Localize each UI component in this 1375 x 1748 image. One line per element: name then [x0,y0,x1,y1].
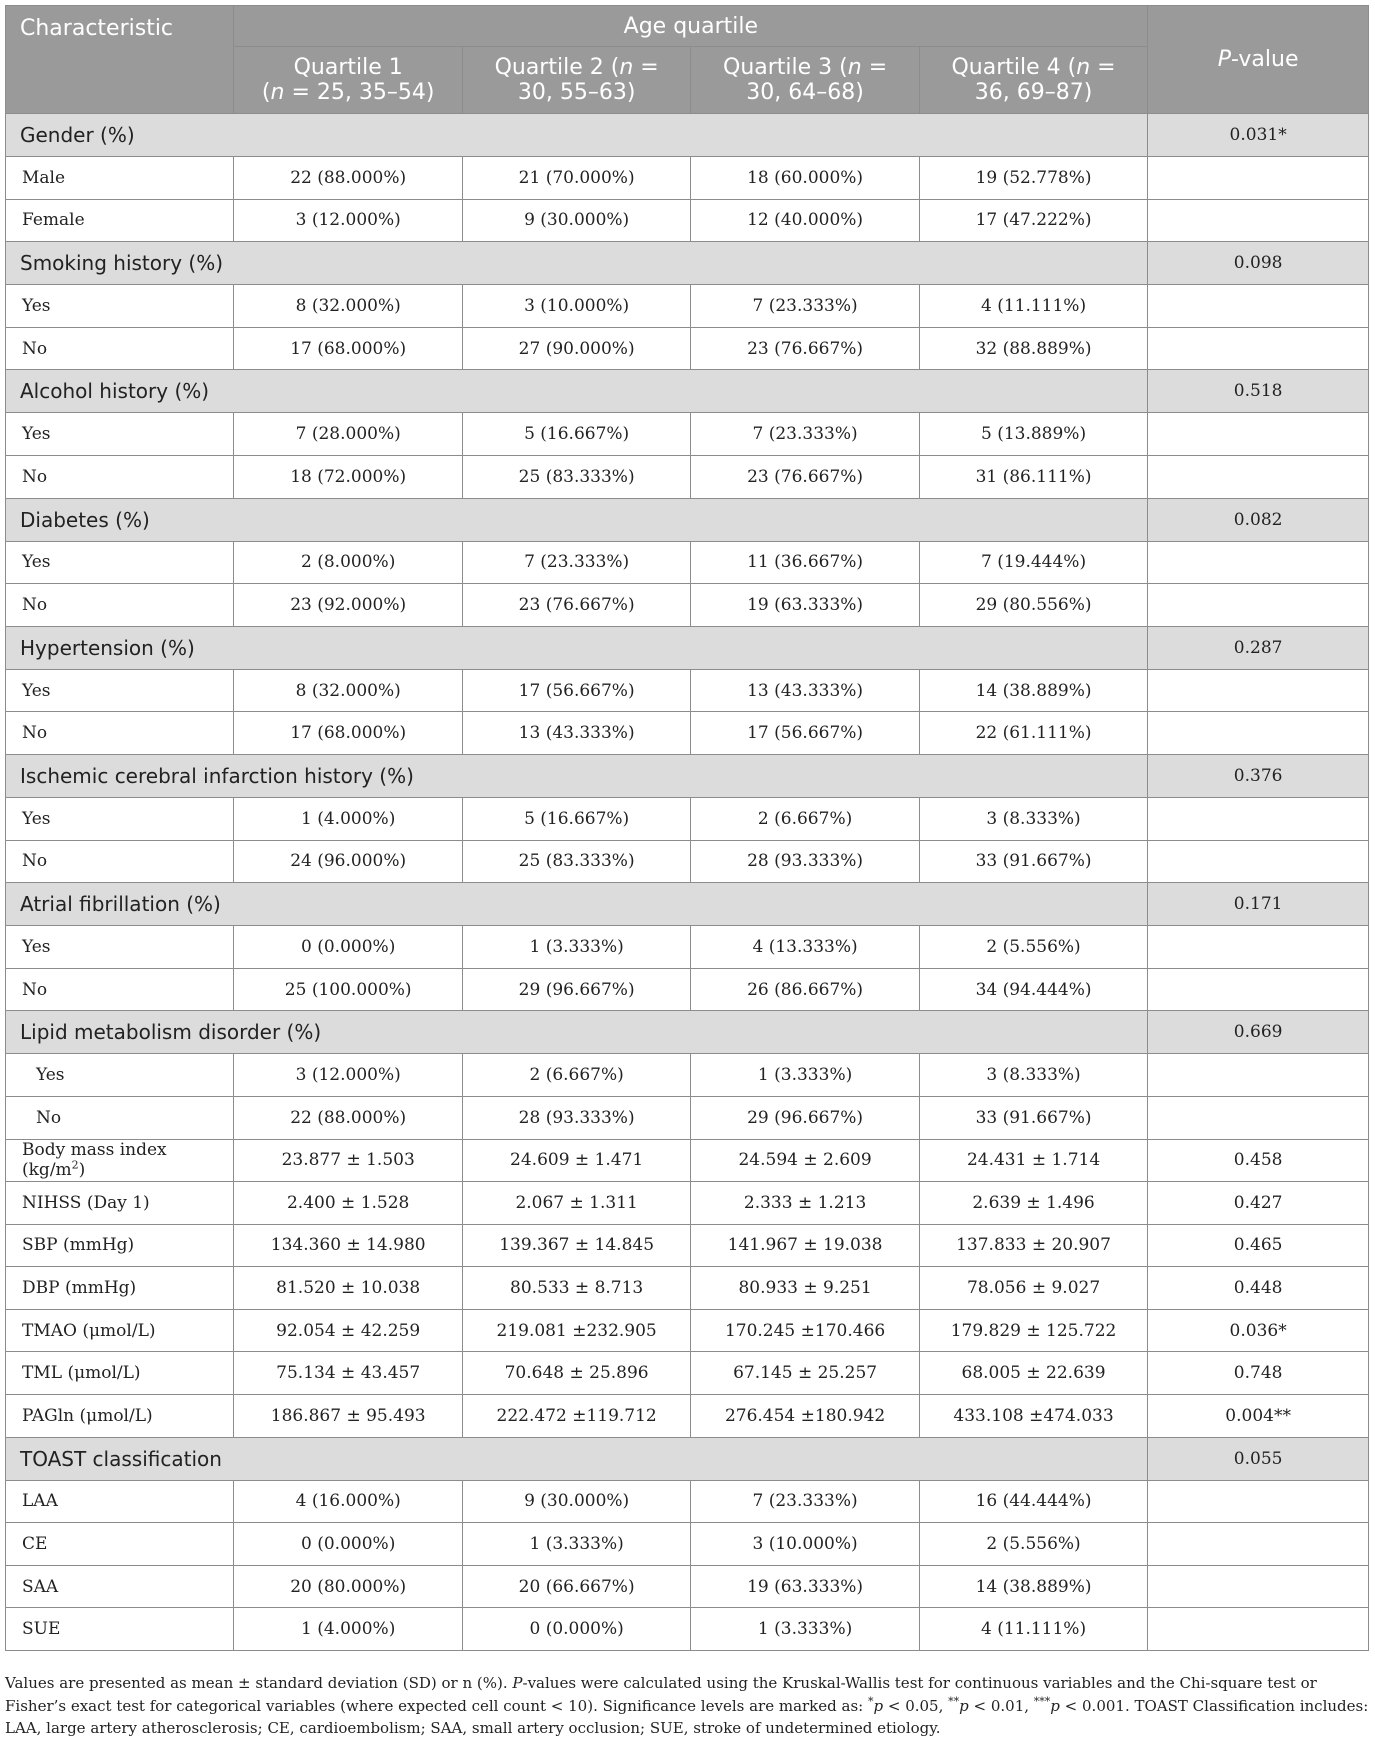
table-row [6,1182,1369,1225]
table-row [6,968,1369,1011]
cell-quartile-1: 1 (4.000%) [234,797,462,840]
cell-quartile-2: 1 (3.333%) [462,1523,690,1566]
cell-quartile-4: 33 (91.667%) [919,840,1147,883]
row-label: SUE [6,1608,234,1651]
cell-p-value: 0.427 [1148,1182,1369,1225]
cell-quartile-4: 17 (47.222%) [919,199,1147,242]
cell-p-value [1148,1565,1369,1608]
cell-p-value [1148,455,1369,498]
cell-quartile-4: 137.833 ± 20.907 [919,1224,1147,1267]
table-row [6,327,1369,370]
cell-quartile-3: 2.333 ± 1.213 [691,1182,919,1225]
cell-quartile-4: 4 (11.111%) [919,285,1147,328]
cell-quartile-1: 17 (68.000%) [234,327,462,370]
row-label: Yes [6,1054,234,1097]
cell-quartile-3: 7 (23.333%) [691,285,919,328]
section-p-value: 0.171 [1148,883,1369,926]
cell-quartile-3: 19 (63.333%) [691,584,919,627]
row-label: No [6,712,234,755]
cell-quartile-2: 23 (76.667%) [462,584,690,627]
cell-quartile-3: 67.145 ± 25.257 [691,1352,919,1395]
table-row [6,1608,1369,1651]
cell-quartile-3: 7 (23.333%) [691,1480,919,1523]
cell-quartile-4: 2.639 ± 1.496 [919,1182,1147,1225]
cell-quartile-2: 5 (16.667%) [462,413,690,456]
cell-quartile-3: 19 (63.333%) [691,1565,919,1608]
cell-quartile-1: 22 (88.000%) [234,1096,462,1139]
cell-quartile-1: 23.877 ± 1.503 [234,1139,462,1182]
row-label: TMAO (μmol/L) [6,1309,234,1352]
cell-quartile-1: 24 (96.000%) [234,840,462,883]
row-label: CE [6,1523,234,1566]
row-label: No [6,584,234,627]
cell-quartile-1: 0 (0.000%) [234,926,462,969]
row-label: SAA [6,1565,234,1608]
cell-quartile-2: 80.533 ± 8.713 [462,1267,690,1310]
section-p-value: 0.098 [1148,242,1369,285]
cell-quartile-2: 70.648 ± 25.896 [462,1352,690,1395]
header-quartile-1: Quartile 1 (n = 25, 35–54) [234,47,462,114]
table-row [6,157,1369,200]
cell-quartile-4: 19 (52.778%) [919,157,1147,200]
cell-quartile-2: 28 (93.333%) [462,1096,690,1139]
cell-quartile-4: 14 (38.889%) [919,669,1147,712]
table-row [6,797,1369,840]
cell-quartile-3: 80.933 ± 9.251 [691,1267,919,1310]
cell-quartile-1: 7 (28.000%) [234,413,462,456]
cell-quartile-3: 141.967 ± 19.038 [691,1224,919,1267]
cell-p-value: 0.748 [1148,1352,1369,1395]
cell-quartile-1: 20 (80.000%) [234,1565,462,1608]
header-p-value: P-value [1148,6,1369,114]
row-label: Yes [6,541,234,584]
cell-quartile-1: 81.520 ± 10.038 [234,1267,462,1310]
cell-quartile-3: 28 (93.333%) [691,840,919,883]
cell-quartile-4: 31 (86.111%) [919,455,1147,498]
section-label: Diabetes (%) [6,498,1148,541]
cell-quartile-1: 2.400 ± 1.528 [234,1182,462,1225]
section-header-row [6,1437,1369,1480]
section-header-row [6,626,1369,669]
table-row [6,455,1369,498]
cell-quartile-1: 0 (0.000%) [234,1523,462,1566]
table-row [6,541,1369,584]
section-label: Alcohol history (%) [6,370,1148,413]
section-header-row [6,242,1369,285]
table-row [6,1480,1369,1523]
section-header-row [6,1011,1369,1054]
table-row [6,712,1369,755]
cell-p-value [1148,669,1369,712]
row-label: No [6,327,234,370]
cell-quartile-1: 18 (72.000%) [234,455,462,498]
table-row [6,1054,1369,1097]
header-quartile-4: Quartile 4 (n = 36, 69–87) [919,47,1147,114]
cell-quartile-3: 276.454 ±180.942 [691,1395,919,1438]
table-row [6,1395,1369,1438]
cell-p-value [1148,157,1369,200]
cell-quartile-3: 24.594 ± 2.609 [691,1139,919,1182]
cell-quartile-1: 92.054 ± 42.259 [234,1309,462,1352]
cell-quartile-1: 17 (68.000%) [234,712,462,755]
table-row [6,840,1369,883]
baseline-characteristics-table [5,5,1369,1651]
section-header-row [6,754,1369,797]
cell-p-value [1148,285,1369,328]
table-row [6,669,1369,712]
row-label: Yes [6,669,234,712]
section-header-row [6,883,1369,926]
cell-quartile-4: 433.108 ±474.033 [919,1395,1147,1438]
row-label: Body mass index $(kg/m^2)$ [6,1139,234,1182]
section-p-value: 0.287 [1148,626,1369,669]
section-p-value: 0.669 [1148,1011,1369,1054]
cell-quartile-2: 29 (96.667%) [462,968,690,1011]
row-label: LAA [6,1480,234,1523]
section-p-value: 0.376 [1148,754,1369,797]
cell-quartile-2: 0 (0.000%) [462,1608,690,1651]
table-row [6,199,1369,242]
cell-p-value: 0.036* [1148,1309,1369,1352]
cell-quartile-1: 3 (12.000%) [234,1054,462,1097]
table-row [6,413,1369,456]
table-row [6,1224,1369,1267]
row-label: Male [6,157,234,200]
cell-p-value: 0.004** [1148,1395,1369,1438]
cell-p-value [1148,1054,1369,1097]
cell-quartile-2: 1 (3.333%) [462,926,690,969]
section-label: Smoking history (%) [6,242,1148,285]
cell-quartile-3: 23 (76.667%) [691,455,919,498]
cell-quartile-3: 13 (43.333%) [691,669,919,712]
section-p-value: 0.031* [1148,114,1369,157]
cell-p-value [1148,541,1369,584]
cell-quartile-3: 2 (6.667%) [691,797,919,840]
cell-quartile-4: 14 (38.889%) [919,1565,1147,1608]
row-label: Yes [6,285,234,328]
cell-quartile-2: 9 (30.000%) [462,1480,690,1523]
header-quartile-2: Quartile 2 (n = 30, 55–63) [462,47,690,114]
row-label: PAGln (μmol/L) [6,1395,234,1438]
table-body [6,114,1369,1651]
cell-p-value [1148,1096,1369,1139]
table-row [6,1565,1369,1608]
cell-quartile-4: 22 (61.111%) [919,712,1147,755]
cell-quartile-2: 2 (6.667%) [462,1054,690,1097]
table-row [6,1309,1369,1352]
row-label: No [6,840,234,883]
cell-quartile-4: 4 (11.111%) [919,1608,1147,1651]
row-label: NIHSS (Day 1) [6,1182,234,1225]
table-row [6,1267,1369,1310]
table-row [6,584,1369,627]
cell-quartile-2: 17 (56.667%) [462,669,690,712]
cell-quartile-3: 29 (96.667%) [691,1096,919,1139]
cell-quartile-2: 27 (90.000%) [462,327,690,370]
cell-quartile-4: 33 (91.667%) [919,1096,1147,1139]
cell-p-value [1148,413,1369,456]
row-label: No [6,455,234,498]
cell-quartile-4: 16 (44.444%) [919,1480,1147,1523]
cell-quartile-4: 7 (19.444%) [919,541,1147,584]
cell-quartile-2: 20 (66.667%) [462,1565,690,1608]
cell-quartile-4: 2 (5.556%) [919,1523,1147,1566]
header-quartile-3: Quartile 3 (n = 30, 64–68) [691,47,919,114]
cell-quartile-4: 78.056 ± 9.027 [919,1267,1147,1310]
cell-quartile-2: 9 (30.000%) [462,199,690,242]
cell-quartile-1: 23 (92.000%) [234,584,462,627]
section-label: TOAST classification [6,1437,1148,1480]
section-label: Atrial fibrillation (%) [6,883,1148,926]
cell-p-value [1148,199,1369,242]
cell-quartile-1: 75.134 ± 43.457 [234,1352,462,1395]
row-label: Yes [6,797,234,840]
cell-quartile-3: 7 (23.333%) [691,413,919,456]
section-header-row [6,498,1369,541]
cell-quartile-1: 134.360 ± 14.980 [234,1224,462,1267]
section-label: Ischemic cerebral infarction history (%) [6,754,1148,797]
cell-quartile-2: 24.609 ± 1.471 [462,1139,690,1182]
cell-quartile-4: 3 (8.333%) [919,797,1147,840]
row-label: Female [6,199,234,242]
section-label: Lipid metabolism disorder (%) [6,1011,1148,1054]
section-header-row [6,370,1369,413]
cell-quartile-3: 170.245 ±170.466 [691,1309,919,1352]
cell-quartile-3: 17 (56.667%) [691,712,919,755]
cell-p-value [1148,712,1369,755]
cell-quartile-2: 25 (83.333%) [462,840,690,883]
cell-quartile-3: 26 (86.667%) [691,968,919,1011]
row-label: No [6,1096,234,1139]
cell-quartile-3: 1 (3.333%) [691,1054,919,1097]
cell-p-value: 0.465 [1148,1224,1369,1267]
cell-quartile-2: 25 (83.333%) [462,455,690,498]
cell-quartile-1: 186.867 ± 95.493 [234,1395,462,1438]
cell-quartile-1: 8 (32.000%) [234,285,462,328]
cell-p-value [1148,840,1369,883]
row-label: Yes [6,413,234,456]
cell-quartile-1: 4 (16.000%) [234,1480,462,1523]
cell-quartile-1: 25 (100.000%) [234,968,462,1011]
cell-quartile-2: 222.472 ±119.712 [462,1395,690,1438]
cell-quartile-4: 5 (13.889%) [919,413,1147,456]
cell-quartile-1: 22 (88.000%) [234,157,462,200]
cell-p-value [1148,968,1369,1011]
table-footnote: Values are presented as mean ± standard deviation (SD) or n (%). P-values were calculated using the Kruskal-Wallis test for continuous variables and the Chi-square test or Fisher’s exact test for categorical variables (where expected cell count < 10). Significance levels are marked as: *p < 0.05, **p < 0.01, ***p < 0.001. TOAST Classification includes: LAA, large artery atherosclerosis; CE, cardioembolism; SAA, small artery occlusion; SUE, stroke of undetermined etiology. [5,1674,1369,1737]
cell-quartile-3: 23 (76.667%) [691,327,919,370]
cell-quartile-2: 13 (43.333%) [462,712,690,755]
cell-p-value [1148,327,1369,370]
cell-quartile-1: 8 (32.000%) [234,669,462,712]
cell-p-value [1148,926,1369,969]
cell-quartile-2: 21 (70.000%) [462,157,690,200]
cell-quartile-4: 68.005 ± 22.639 [919,1352,1147,1395]
cell-quartile-1: 3 (12.000%) [234,199,462,242]
row-label: SBP (mmHg) [6,1224,234,1267]
row-label: DBP (mmHg) [6,1267,234,1310]
cell-quartile-1: 1 (4.000%) [234,1608,462,1651]
cell-quartile-2: 3 (10.000%) [462,285,690,328]
section-label: Hypertension (%) [6,626,1148,669]
table-row [6,1139,1369,1182]
cell-p-value: 0.448 [1148,1267,1369,1310]
table-row [6,1096,1369,1139]
cell-quartile-2: 5 (16.667%) [462,797,690,840]
section-p-value: 0.082 [1148,498,1369,541]
cell-quartile-4: 24.431 ± 1.714 [919,1139,1147,1182]
cell-quartile-4: 32 (88.889%) [919,327,1147,370]
row-label: TML (μmol/L) [6,1352,234,1395]
cell-quartile-4: 29 (80.556%) [919,584,1147,627]
cell-p-value: 0.458 [1148,1139,1369,1182]
cell-quartile-3: 12 (40.000%) [691,199,919,242]
cell-p-value [1148,1523,1369,1566]
section-p-value: 0.055 [1148,1437,1369,1480]
cell-quartile-1: 2 (8.000%) [234,541,462,584]
cell-quartile-3: 3 (10.000%) [691,1523,919,1566]
table-row [6,1352,1369,1395]
section-header-row [6,114,1369,157]
cell-quartile-3: 11 (36.667%) [691,541,919,584]
table-row [6,926,1369,969]
cell-quartile-4: 2 (5.556%) [919,926,1147,969]
row-label: No [6,968,234,1011]
section-p-value: 0.518 [1148,370,1369,413]
cell-quartile-3: 4 (13.333%) [691,926,919,969]
cell-quartile-4: 179.829 ± 125.722 [919,1309,1147,1352]
cell-p-value [1148,1608,1369,1651]
cell-quartile-2: 2.067 ± 1.311 [462,1182,690,1225]
cell-quartile-4: 34 (94.444%) [919,968,1147,1011]
cell-quartile-3: 1 (3.333%) [691,1608,919,1651]
cell-quartile-3: 18 (60.000%) [691,157,919,200]
header-characteristic: Characteristic [6,6,234,114]
row-label: Yes [6,926,234,969]
cell-quartile-2: 139.367 ± 14.845 [462,1224,690,1267]
cell-quartile-2: 219.081 ±232.905 [462,1309,690,1352]
cell-quartile-2: 7 (23.333%) [462,541,690,584]
cell-p-value [1148,584,1369,627]
cell-p-value [1148,1480,1369,1523]
header-age-quartile: Age quartile [234,6,1148,47]
table-row [6,285,1369,328]
section-label: Gender (%) [6,114,1148,157]
table-row [6,1523,1369,1566]
cell-p-value [1148,797,1369,840]
cell-quartile-4: 3 (8.333%) [919,1054,1147,1097]
